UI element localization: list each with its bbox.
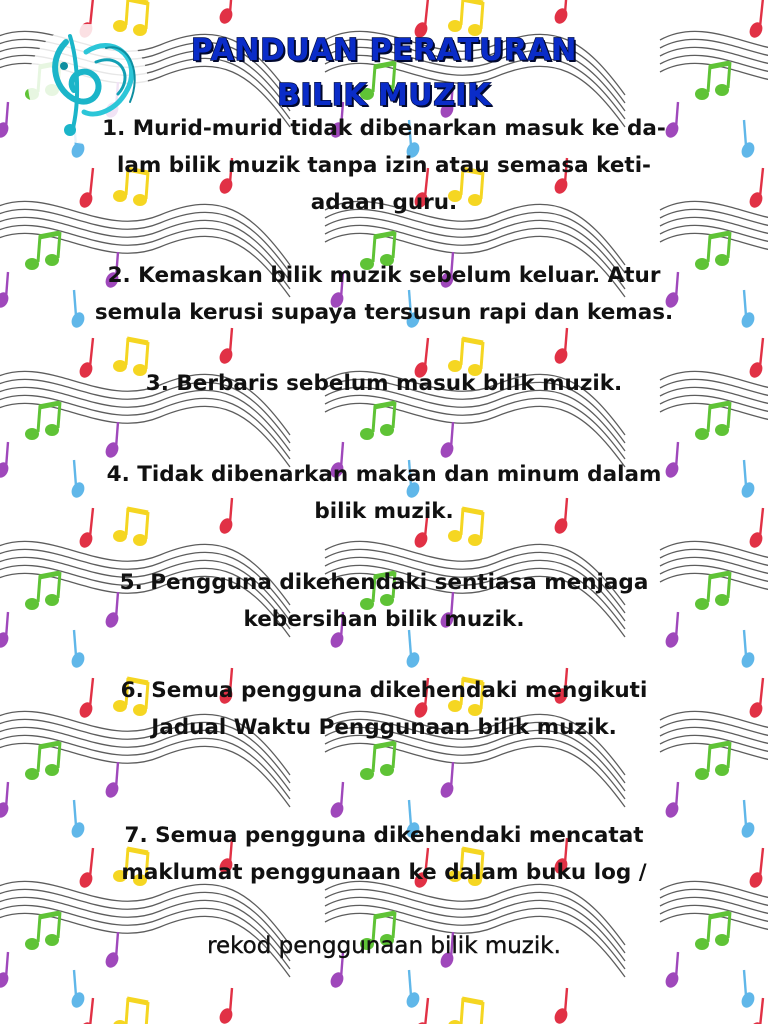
rule-text-last-line: rekod penggunaan bilik muzik. xyxy=(207,933,561,959)
rule-item: 6. Semua pengguna dikehendaki mengikuti Jadual Waktu Penggunaan bilik muzik. xyxy=(120,678,648,740)
rules-list xyxy=(56,110,712,1000)
page-subtitle: BILIK MUZIK xyxy=(277,78,491,113)
rule-item: 5. Pengguna dikehendaki sentiasa menjaga kebersihan bilik muzik. xyxy=(119,570,649,632)
rule-item: 1. Murid-murid tidak dibenarkan masuk ke da- lam bilik muzik tanpa izin atau semasa keti- adaan guru. xyxy=(102,116,666,215)
rule-item: 3. Berbaris sebelum masuk bilik muzik. xyxy=(145,371,623,396)
page-title: PANDUAN PERATURAN xyxy=(191,33,577,68)
rule-item: 4. Tidak dibenarkan makan dan minum dalam bilik muzik. xyxy=(106,462,662,524)
rule-item-7 xyxy=(56,780,712,965)
rule-text: 7. Semua pengguna dikehendaki mencatat maklumat penggunaan ke dalam buku log / xyxy=(121,823,647,885)
rule-item: 2. Kemaskan bilik muzik sebelum keluar. Atur semula kerusi supaya tersusun rapi dan kemas. xyxy=(94,263,674,325)
